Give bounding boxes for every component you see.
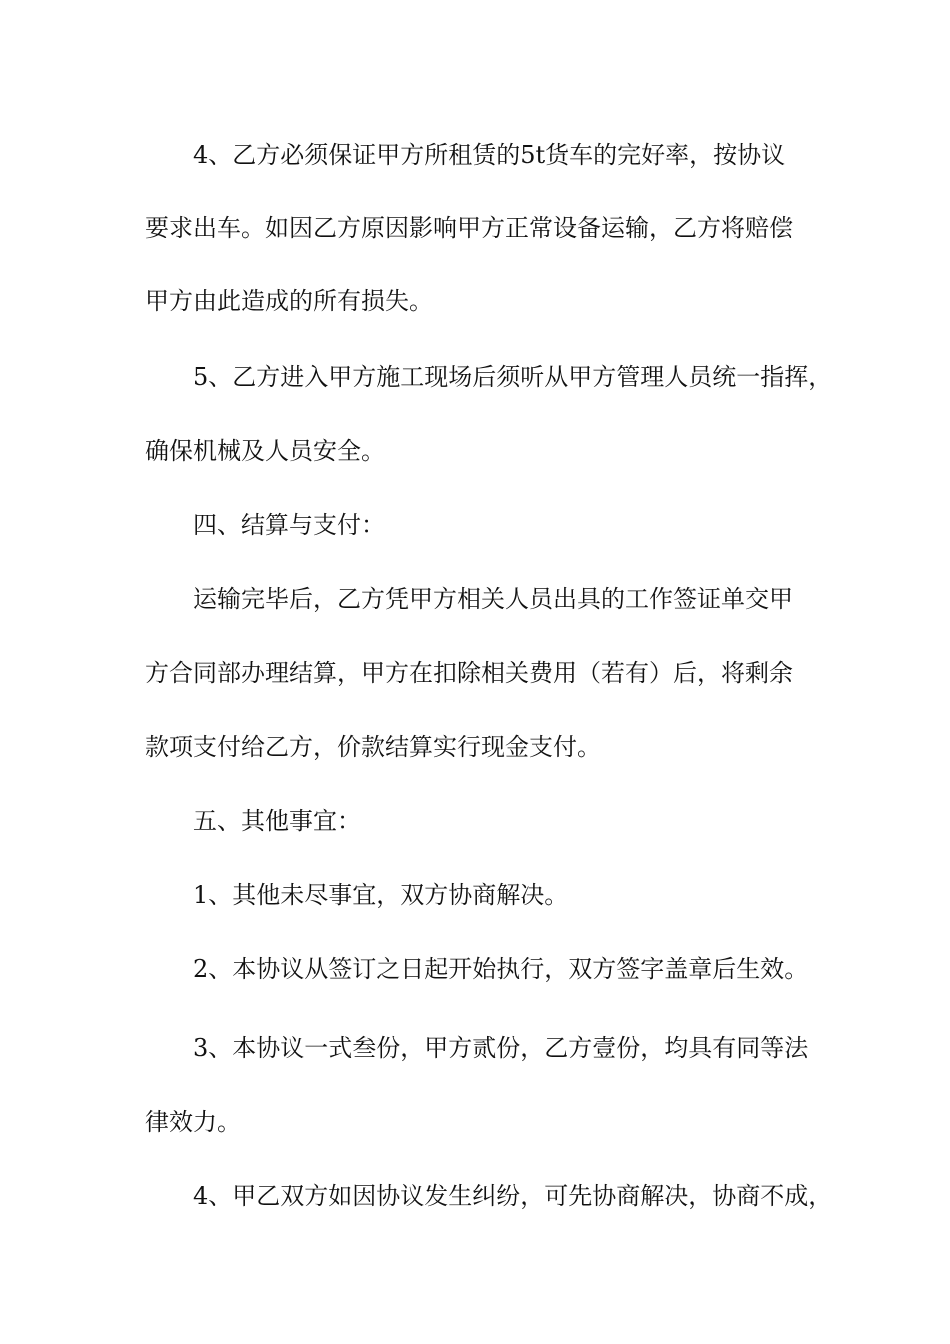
settlement-line-2: 方合同部办理结算，甲方在扣除相关费用（若有）后，将剩余 [145,659,793,687]
other-clause-1: 1、其他未尽事宜，双方协商解决。 [193,881,569,909]
other-clause-3-line-1: 3、本协议一式叁份，甲方贰份，乙方壹份，均具有同等法 [193,1034,809,1062]
settlement-line-3: 款项支付给乙方，价款结算实行现金支付。 [145,733,601,761]
other-clause-2: 2、本协议从签订之日起开始执行，双方签字盖章后生效。 [193,955,809,983]
other-clause-3-line-2: 律效力。 [145,1108,241,1136]
clause-4-line-1: 4、乙方必须保证甲方所租赁的5t货车的完好率，按协议 [193,141,786,169]
section-4-heading: 四、结算与支付： [193,511,385,539]
clause-4-line-3: 甲方由此造成的所有损失。 [145,287,433,315]
other-clause-4-line-1: 4、甲乙双方如因协议发生纠纷，可先协商解决，协商不成， [193,1182,833,1210]
clause-5-line-1: 5、乙方进入甲方施工现场后须听从甲方管理人员统一指挥， [193,363,833,391]
section-5-heading: 五、其他事宜： [193,807,361,835]
clause-5-line-2: 确保机械及人员安全。 [145,437,385,465]
clause-4-line-2: 要求出车。如因乙方原因影响甲方正常设备运输，乙方将赔偿 [145,214,793,242]
settlement-line-1: 运输完毕后，乙方凭甲方相关人员出具的工作签证单交甲 [193,585,793,613]
